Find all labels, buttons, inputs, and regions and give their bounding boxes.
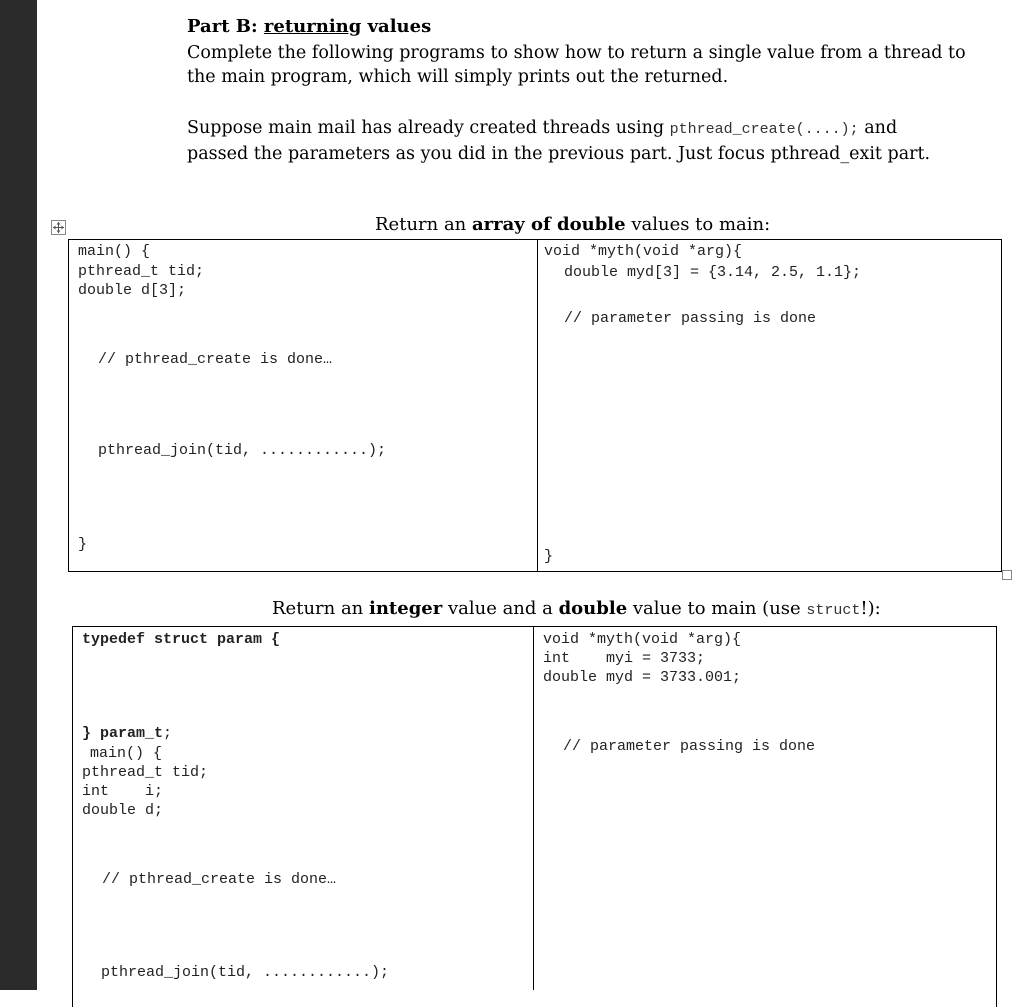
table-move-handle[interactable] bbox=[51, 220, 66, 235]
window-left-edge bbox=[0, 0, 37, 990]
table2 bbox=[72, 626, 997, 1007]
table1-left-tid: pthread_t tid; bbox=[78, 263, 205, 280]
table1-right-close: } bbox=[544, 548, 554, 565]
table2-column-divider bbox=[533, 626, 534, 990]
table1-column-divider bbox=[537, 239, 538, 571]
table1-left-comment: // pthread_create is done… bbox=[98, 351, 333, 368]
table2-left-comment: // pthread_create is done… bbox=[102, 871, 337, 888]
part-b-heading: Part B: returning values bbox=[187, 16, 432, 37]
table1-left-close: } bbox=[78, 536, 88, 553]
table2-left-int: int i; bbox=[82, 783, 164, 800]
move-arrows-icon bbox=[53, 222, 64, 233]
table2-right-int: int myi = 3733; bbox=[543, 650, 706, 667]
table1-left-main: main() { bbox=[78, 243, 151, 260]
intro-line-2: the main program, which will simply prints out the returned. bbox=[187, 67, 729, 87]
table1-left-double: double d[3]; bbox=[78, 282, 187, 299]
table2-left-typedef: typedef struct param { bbox=[82, 631, 281, 648]
table1-right-comment: // parameter passing is done bbox=[564, 310, 817, 327]
table2-left-main: main() { bbox=[90, 745, 163, 762]
table2-left-join: pthread_join(tid, ............); bbox=[101, 964, 390, 981]
table1-caption: Return an array of double values to main: bbox=[375, 214, 771, 235]
table1 bbox=[68, 239, 1002, 572]
table1-right-signature: void *myth(void *arg){ bbox=[544, 243, 743, 260]
intro-line-4: passed the parameters as you did in the previous part. Just focus pthread_exit part. bbox=[187, 144, 931, 164]
table2-right-signature: void *myth(void *arg){ bbox=[543, 631, 742, 648]
table2-left-double: double d; bbox=[82, 802, 164, 819]
table2-left-param-t: } param_t; bbox=[82, 725, 173, 742]
table2-left-tid: pthread_t tid; bbox=[82, 764, 209, 781]
table1-right-array: double myd[3] = {3.14, 2.5, 1.1}; bbox=[564, 264, 862, 281]
intro-line-1: Complete the following programs to show how to return a single value from a thread to bbox=[187, 43, 966, 63]
table2-caption: Return an integer value and a double value to main (use struct!): bbox=[272, 598, 881, 619]
intro-line-3: Suppose main mail has already created threads using pthread_create(....); and bbox=[187, 118, 898, 138]
table2-right-double: double myd = 3733.001; bbox=[543, 669, 742, 686]
resize-handle-icon[interactable] bbox=[1002, 570, 1012, 580]
table2-right-comment: // parameter passing is done bbox=[563, 738, 816, 755]
table1-left-join: pthread_join(tid, ............); bbox=[98, 442, 387, 459]
